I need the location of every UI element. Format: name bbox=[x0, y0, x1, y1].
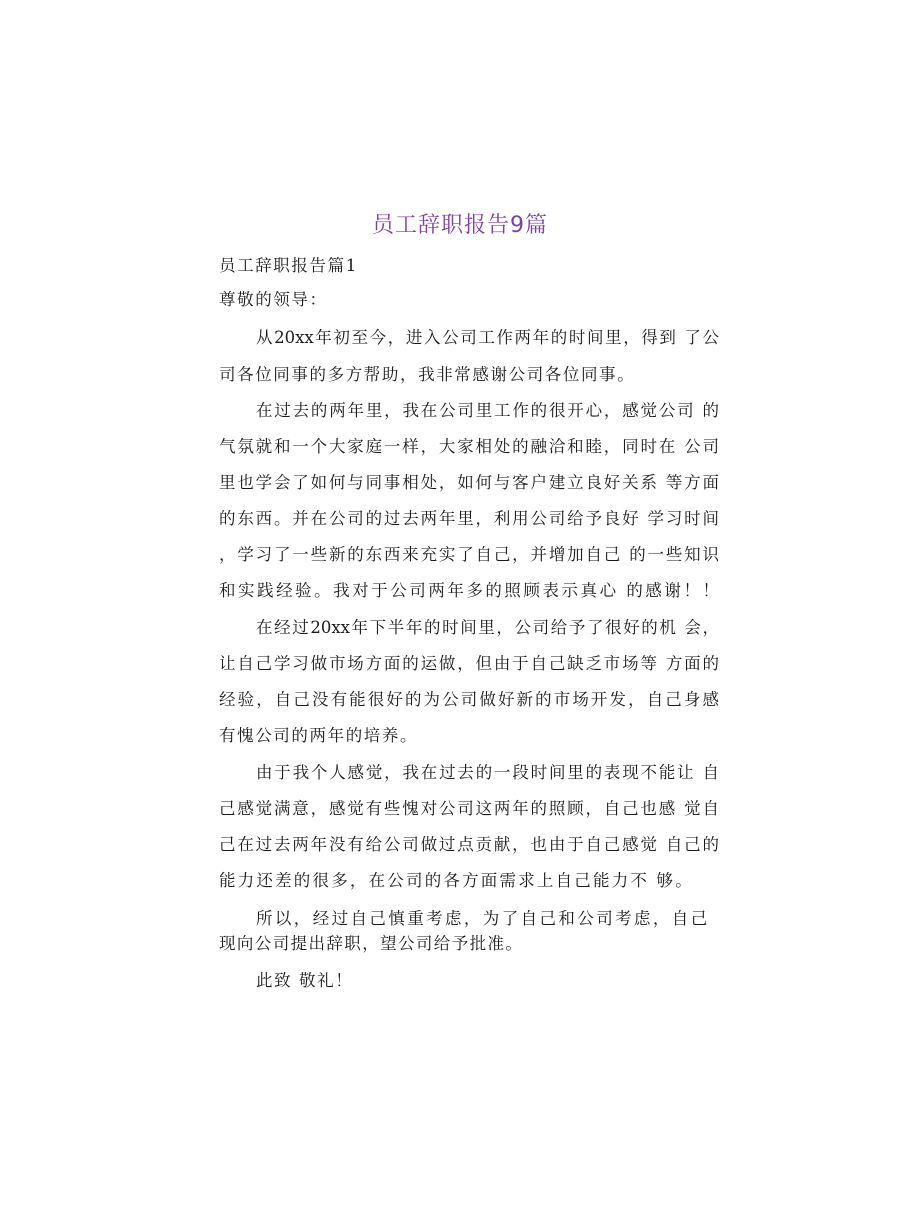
paragraph-line: ，学习了一些新的东西来充实了自己，并增加自己 的一些知识 bbox=[219, 545, 719, 564]
paragraph-line: 气氛就和一个大家庭一样，大家相处的融洽和睦，同时在 公司 bbox=[219, 437, 719, 456]
paragraph-line: 在经过20xx年下半年的时间里，公司给予了很好的机 会， bbox=[256, 618, 719, 637]
paragraph-line: 司各位同事的多方帮助，我非常感谢公司各位同事。 bbox=[219, 365, 636, 384]
paragraph-line: 在过去的两年里，我在公司里工作的很开心，感觉公司 的 bbox=[256, 401, 719, 420]
paragraph-line: 有愧公司的两年的培养。 bbox=[219, 726, 419, 745]
paragraph-line: 能力还差的很多，在公司的各方面需求上自己能力不 够。 bbox=[219, 871, 694, 890]
paragraph-line: 现向公司提出辞职，望公司给予批准。 bbox=[219, 934, 524, 953]
paragraph-line: 所以，经过自己慎重考虑，为了自己和公司考虑，自己 bbox=[256, 909, 710, 928]
paragraph-line: 从20xx年初至今，进入公司工作两年的时间里，得到 了公 bbox=[256, 328, 719, 347]
salutation: 尊敬的领导： bbox=[219, 290, 328, 309]
section-heading: 员工辞职报告篇1 bbox=[219, 256, 358, 275]
paragraph-line: 和实践经验。我对于公司两年多的照顾表示真心 的感谢！！ bbox=[219, 581, 719, 600]
document-title: 员工辞职报告9篇 bbox=[372, 213, 548, 238]
paragraph-line: 让自己学习做市场方面的运做，但由于自己缺乏市场等 方面的 bbox=[219, 654, 719, 673]
paragraph-line: 由于我个人感觉，我在过去的一段时间里的表现不能让 自 bbox=[256, 763, 719, 782]
paragraph-line: 己在过去两年没有给公司做过点贡献，也由于自己感觉 自己的 bbox=[219, 835, 719, 854]
closing: 此致 敬礼！ bbox=[256, 971, 354, 990]
paragraph-line: 里也学会了如何与同事相处，如何与客户建立良好关系 等方面 bbox=[219, 473, 719, 492]
paragraph-line: 己感觉满意，感觉有些愧对公司这两年的照顾，自己也感 觉自 bbox=[219, 799, 719, 818]
paragraph-line: 经验，自己没有能很好的为公司做好新的市场开发，自己身感 bbox=[219, 690, 719, 709]
paragraph-line: 的东西。并在公司的过去两年里，利用公司给予良好 学习时间 bbox=[219, 509, 719, 528]
